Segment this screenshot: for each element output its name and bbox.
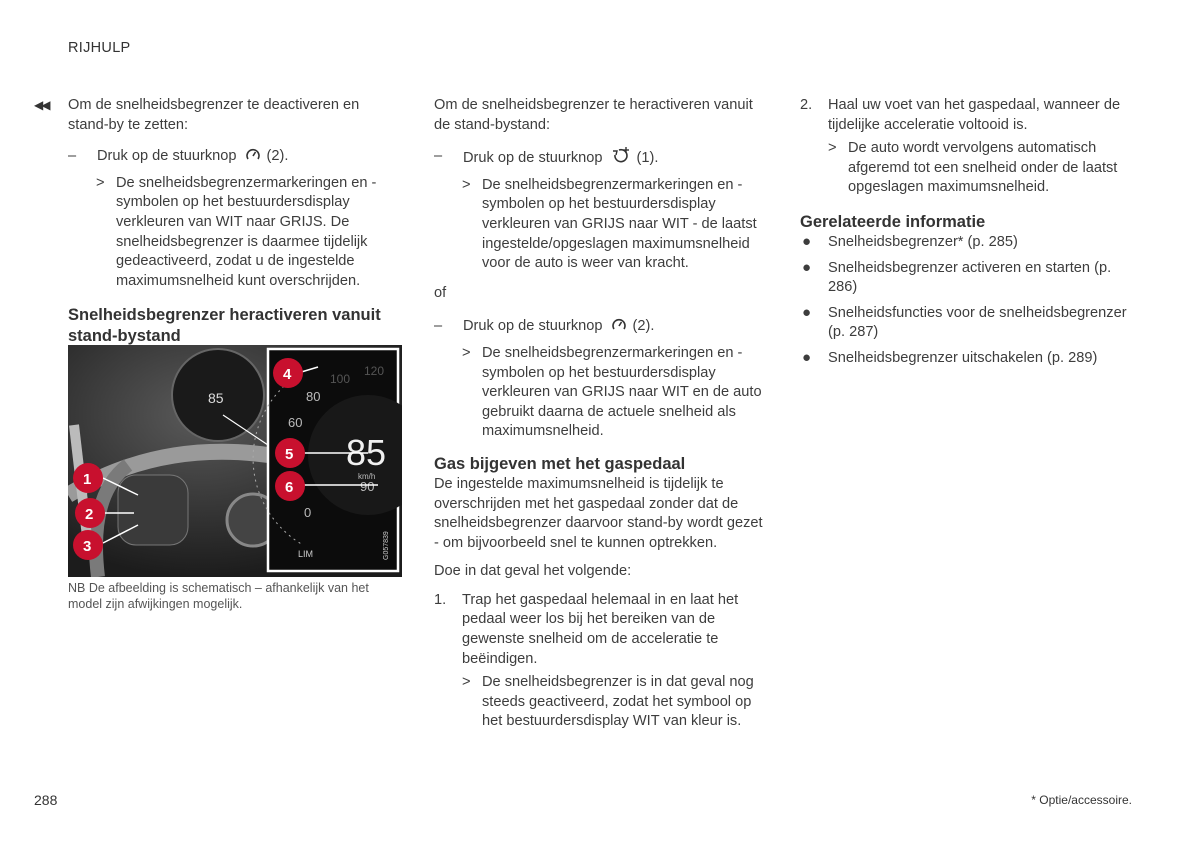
result-step-2: > De auto wordt vervolgens automatisch afgeremd tot een snelheid onder de laatst opgeslagen maximumsnelheid. bbox=[828, 140, 1118, 196]
footer-note: * Optie/accessoire. bbox=[1031, 793, 1132, 807]
svg-text:4: 4 bbox=[283, 366, 292, 383]
svg-text:1: 1 bbox=[83, 471, 92, 488]
accelerate-paragraph: De ingestelde maximumsnelheid is tijdelijk te overschrijden met het gaspedaal zonder dat de snelheidsbegrenzer daarvoor stand-by wordt gezet - om bijvoorbeeld snel te kunnen optrekken. bbox=[434, 475, 763, 551]
column-right bbox=[800, 96, 1140, 375]
step-reactivate-1: – Druk op de stuurknop (1). bbox=[434, 147, 770, 172]
page-header: RIJHULP bbox=[68, 40, 131, 56]
related-link[interactable]: ● Snelheidsbegrenzer uitschakelen (p. 289) bbox=[802, 348, 1098, 366]
svg-text:60: 60 bbox=[288, 415, 303, 430]
section-heading-reactivate: Snelheidsbegrenzer heractiveren vanuit stand-bystand bbox=[68, 306, 381, 346]
column-left bbox=[34, 96, 398, 347]
svg-text:120: 120 bbox=[364, 364, 385, 378]
numbered-step-1: 1. Trap het gaspedaal helemaal in en laat het pedaal weer los bij het bereiken van de gewenste snelheid om de acceleratie te beëindigen. bbox=[434, 591, 739, 667]
svg-text:6: 6 bbox=[285, 479, 294, 496]
section-heading-accelerate: Gas bijgeven met het gaspedaal bbox=[434, 454, 686, 473]
resume-button-icon bbox=[611, 147, 631, 172]
svg-text:5: 5 bbox=[285, 446, 294, 463]
figure-code: G057839 bbox=[383, 531, 390, 560]
column-middle bbox=[434, 96, 770, 740]
figure-caption: NB De afbeelding is schematisch – afhankelijk van het model zijn afwijkingen mogelijk. bbox=[68, 581, 369, 611]
related-info-heading: Gerelateerde informatie bbox=[800, 212, 986, 231]
small-gauge-speed: 85 bbox=[208, 390, 224, 406]
page-number: 288 bbox=[34, 792, 58, 808]
display-speed: 85 bbox=[346, 432, 387, 473]
intro-deactivate: Om de snelheidsbegrenzer te deactiveren en stand-by te zetten: bbox=[68, 97, 360, 133]
related-link[interactable]: ● Snelheidsfuncties voor de snelheidsbegrenzer (p. 287) bbox=[802, 303, 1127, 341]
speedometer-button-icon bbox=[245, 147, 261, 170]
result-step-1: > De snelheidsbegrenzer is in dat geval nog steeds geactiveerd, zodat het symbool op het bestuurdersdisplay WIT van kleur is. bbox=[462, 674, 754, 730]
numbered-step-2: 2. Haal uw voet van het gaspedaal, wanneer de tijdelijke acceleratie voltooid is. bbox=[800, 97, 1121, 133]
result-reactivate-1: > De snelheidsbegrenzermarkeringen en -symbolen op het bestuurdersdisplay verkleuren van GRIJS naar WIT - de laatst ingestelde/opgeslagen maximumsnelheid voor de auto is weer van kracht. bbox=[462, 176, 757, 272]
svg-text:km/h: km/h bbox=[358, 472, 376, 481]
step-reactivate-2: – Druk op de stuurknop (2). bbox=[434, 317, 770, 340]
svg-text:2: 2 bbox=[85, 506, 94, 523]
steering-wheel-illustration bbox=[68, 345, 402, 577]
related-link[interactable]: ● Snelheidsbegrenzer* (p. 285) bbox=[802, 232, 1018, 250]
svg-text:0: 0 bbox=[304, 505, 312, 520]
svg-text:3: 3 bbox=[83, 538, 92, 555]
svg-text:90: 90 bbox=[360, 479, 375, 494]
step-deactivate: – Druk op de stuurknop (2). bbox=[68, 147, 398, 170]
svg-text:100: 100 bbox=[330, 372, 351, 386]
accelerate-instruction: Doe in dat geval het volgende: bbox=[434, 563, 632, 580]
result-reactivate-2: > De snelheidsbegrenzermarkeringen en -symbolen op het bestuurdersdisplay verkleuren van GRIJS naar WIT en de auto gebruikt daarna de actuele snelheid als maximumsnelheid. bbox=[462, 344, 762, 440]
svg-text:80: 80 bbox=[306, 389, 321, 404]
back-arrows-icon[interactable]: ◀◀ bbox=[34, 98, 49, 112]
lim-label: LIM bbox=[298, 549, 314, 559]
or-text: of bbox=[434, 284, 447, 301]
result-deactivate: > De snelheidsbegrenzermarkeringen en -symbolen op het bestuurdersdisplay verkleuren van WIT naar GRIJS. De snelheidsbegrenzer is daarmee tijdelijk gedeactiveerd, zodat u de ingestelde maximumsnelheid kunt overschrijden. bbox=[96, 174, 377, 289]
speedometer-button-icon bbox=[611, 317, 627, 340]
intro-reactivate: Om de snelheidsbegrenzer te heractiveren vanuit de stand-bystand: bbox=[434, 97, 753, 133]
related-link[interactable]: ● Snelheidsbegrenzer activeren en starten (p. 286) bbox=[802, 258, 1112, 296]
